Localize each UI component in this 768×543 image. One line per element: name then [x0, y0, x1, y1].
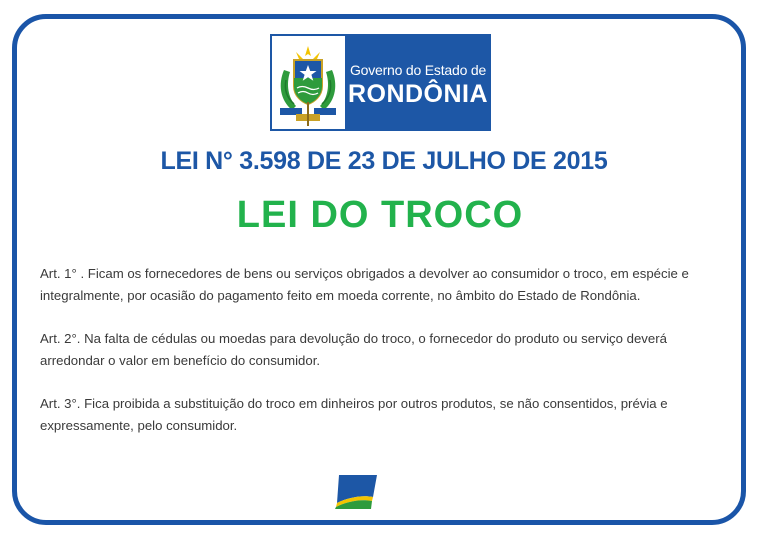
logo-text-panel [345, 34, 491, 131]
article-1: Art. 1° . Ficam os fornecedores de bens ou serviços obrigados a devolver ao consumidor o troco, em espécie e integralmente, por ocasião do pagamento feito em moeda corrente, no âmbito do Estado de Rondônia. [40, 266, 689, 303]
flag-swoosh-icon [333, 473, 379, 511]
law-number-heading: LEI N° 3.598 DE 23 DE JULHO DE 2015 [160, 147, 608, 175]
coat-of-arms-icon [276, 40, 340, 128]
government-logo [270, 34, 491, 131]
logo-state-name: RONDÔNIA [347, 79, 489, 108]
logo-emblem-panel [270, 34, 345, 131]
logo-government-line: Governo do Estado de [349, 61, 487, 78]
article-3: Art. 3°. Fica proibida a substituição do troco em dinheiros por outros produtos, se não consentidos, prévia e expressamente, pelo consumidor. [40, 396, 668, 433]
articles-section [40, 263, 730, 458]
law-title-heading: LEI DO TROCO [236, 194, 524, 236]
article-2: Art. 2°. Na falta de cédulas ou moedas para devolução do troco, o fornecedor do produto ou serviço deverá arredondar o valor em benefício do consumidor. [40, 331, 667, 368]
